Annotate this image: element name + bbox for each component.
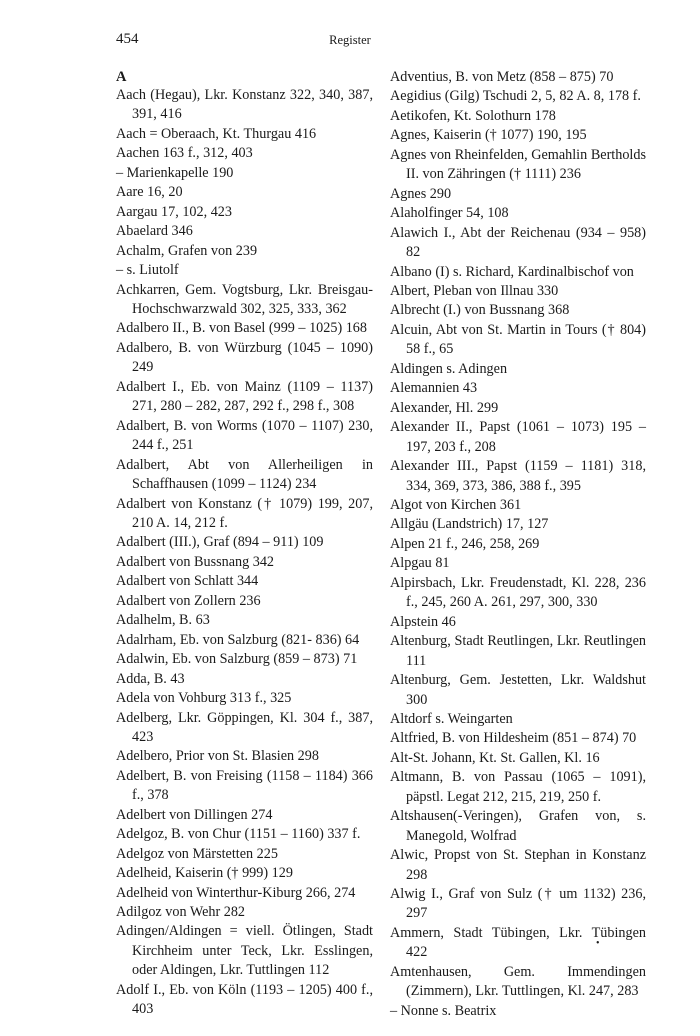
index-entry: Ammern, Stadt Tübingen, Lkr. Tübingen 422 <box>390 924 646 961</box>
index-entry: Aachen 163 f., 312, 403 <box>116 145 253 162</box>
index-entry: Alexander III., Papst (1159 – 1181) 318, 334, 369, 373, 386, 388 f., 395 <box>390 458 646 494</box>
index-entry: Adela von Vohburg 313 f., 325 <box>116 690 292 707</box>
index-entry: Altfried, B. von Hildesheim (851 – 874) 70 <box>390 730 637 747</box>
index-entry: Alwig I., Graf von Sulz († um 1132) 236, 297 <box>390 886 646 922</box>
page-number: 454 <box>116 31 139 47</box>
index-entry: Alexander, Hl. 299 <box>390 399 499 416</box>
index-entry: Adelbert von Dillingen 274 <box>116 806 273 823</box>
stray-mark: • <box>596 938 600 949</box>
index-entry: Adolf I., Eb. von Köln (1193 – 1205) 400 f., 403 <box>116 981 373 1018</box>
index-entry: Aargau 17, 102, 423 <box>116 203 232 220</box>
index-entry: Adelgoz, B. von Chur (1151 – 1160) 337 f. <box>116 826 361 843</box>
index-entry: Adalbert (III.), Graf (894 – 911) 109 <box>116 534 324 551</box>
index-entry: Achalm, Grafen von 239 <box>116 242 258 259</box>
index-entry: Alpgau 81 <box>390 555 450 572</box>
index-entry: Adda, B. 43 <box>116 670 185 687</box>
index-entry: Adalbert, B. von Worms (1070 – 1107) 230, 244 f., 251 <box>116 417 373 454</box>
index-entry: Alt-St. Johann, Kt. St. Gallen, Kl. 16 <box>390 749 600 766</box>
index-entry: Adalbert von Konstanz († 1079) 199, 207, 210 A. 14, 212 f. <box>116 495 373 531</box>
index-entry: Aach = Oberaach, Kt. Thurgau 416 <box>116 125 317 142</box>
index-entry: Altenburg, Stadt Reutlingen, Lkr. Reutlingen 111 <box>390 633 646 669</box>
index-entry: Adventius, B. von Metz (858 – 875) 70 <box>390 69 614 85</box>
index-entry: Altenburg, Gem. Jestetten, Lkr. Waldshut 300 <box>390 672 646 708</box>
index-entry: – s. Liutolf <box>116 262 179 279</box>
section-letter: A <box>116 69 127 85</box>
index-entry: Adelheid von Winterthur-Kiburg 266, 274 <box>116 884 356 901</box>
index-entry: Altdorf s. Weingarten <box>390 710 513 727</box>
index-entry: – Nonne s. Beatrix <box>390 1002 497 1019</box>
index-entry: Allgäu (Landstrich) 17, 127 <box>390 516 549 533</box>
index-entry: Adelheid, Kaiserin († 999) 129 <box>116 865 293 882</box>
index-entry: Adilgoz von Wehr 282 <box>116 904 246 921</box>
left-entry-list <box>116 86 373 1020</box>
index-entry: Abaelard 346 <box>116 223 193 240</box>
index-entry: Alcuin, Abt von St. Martin in Tours († 804) 58 f., 65 <box>390 321 646 358</box>
index-entry: Adalhelm, B. 63 <box>116 612 210 629</box>
index-entry: Amtenhausen, Gem. Immendingen (Zimmern), Lkr. Tuttlingen, Kl. 247, 283 <box>390 963 646 1000</box>
index-column-right <box>390 68 646 1021</box>
index-entry: Albrecht (I.) von Bussnang 368 <box>390 302 570 319</box>
index-entry: Adalwin, Eb. von Salzburg (859 – 873) 71 <box>116 651 358 668</box>
index-entry: Altmann, B. von Passau (1065 – 1091), päpstl. Legat 212, 215, 219, 250 f. <box>390 769 646 805</box>
index-entry: Adelbero, Prior von St. Blasien 298 <box>116 748 319 765</box>
index-entry: Adalbero, B. von Würzburg (1045 – 1090) 249 <box>116 339 373 376</box>
index-entry: Alpirsbach, Lkr. Freudenstadt, Kl. 228, 236 f., 245, 260 A. 261, 297, 300, 330 <box>390 574 646 611</box>
index-entry: Albert, Pleban von Illnau 330 <box>390 282 559 299</box>
index-entry: Adingen/Aldingen = viell. Ötlingen, Stadt Kirchheim unter Teck, Lkr. Esslingen, oder Aldingen, Lkr. Tuttlingen 112 <box>116 923 373 979</box>
index-column-left <box>116 68 373 1020</box>
index-entry: Achkarren, Gem. Vogtsburg, Lkr. Breisgau-Hochschwarzwald 302, 325, 333, 362 <box>116 281 373 317</box>
index-entry: Alawich I., Abt der Reichenau (934 – 958) 82 <box>390 224 646 261</box>
index-entry: Aetikofen, Kt. Solothurn 178 <box>390 107 556 124</box>
index-entry: Adelberg, Lkr. Göppingen, Kl. 304 f., 387, 423 <box>116 709 373 745</box>
index-entry: Adelbert, B. von Freising (1158 – 1184) 366 f., 378 <box>116 767 373 804</box>
index-entry: Altshausen(-Veringen), Grafen von, s. Manegold, Wolfrad <box>390 808 646 844</box>
index-entry: Adalbert I., Eb. von Mainz (1109 – 1137) 271, 280 – 282, 287, 292 f., 298 f., 308 <box>116 378 373 415</box>
index-entry: – Marienkapelle 190 <box>116 164 234 181</box>
index-entry: Adalbert von Bussnang 342 <box>116 553 275 570</box>
index-entry: Aegidius (Gilg) Tschudi 2, 5, 82 A. 8, 178 f. <box>390 88 641 105</box>
index-entry: Alpen 21 f., 246, 258, 269 <box>390 535 540 552</box>
index-entry: Albano (I) s. Richard, Kardinalbischof von <box>390 263 634 280</box>
index-entry: Alpstein 46 <box>390 613 456 630</box>
index-entry: Adalbero II., B. von Basel (999 – 1025) 168 <box>116 320 367 337</box>
index-entry: Adalrham, Eb. von Salzburg (821- 836) 64 <box>116 631 360 648</box>
index-entry: Algot von Kirchen 361 <box>390 496 522 513</box>
index-entry: Aare 16, 20 <box>116 184 183 201</box>
index-entry: Adalbert, Abt von Allerheiligen in Schaffhausen (1099 – 1124) 234 <box>116 456 373 493</box>
index-entry: Adalbert von Schlatt 344 <box>116 573 259 590</box>
right-entry-list <box>390 68 646 1021</box>
index-entry: Aach (Hegau), Lkr. Konstanz 322, 340, 387, 391, 416 <box>116 87 373 123</box>
running-head: Register <box>329 33 371 47</box>
index-entry: Agnes 290 <box>390 185 452 202</box>
index-entry: Agnes, Kaiserin († 1077) 190, 195 <box>390 127 587 144</box>
index-entry: Adelgoz von Märstetten 225 <box>116 845 278 862</box>
index-entry: Alaholfinger 54, 108 <box>390 205 509 222</box>
index-entry: Alexander II., Papst (1061 – 1073) 195 – 197, 203 f., 208 <box>390 419 646 455</box>
index-entry: Alemannien 43 <box>390 380 478 397</box>
index-entry: Alwic, Propst von St. Stephan in Konstanz 298 <box>390 847 646 883</box>
index-entry: Aldingen s. Adingen <box>390 360 508 377</box>
index-entry: Adalbert von Zollern 236 <box>116 592 261 609</box>
index-entry: Agnes von Rheinfelden, Gemahlin Bertholds II. von Zähringen († 1111) 236 <box>390 146 646 183</box>
